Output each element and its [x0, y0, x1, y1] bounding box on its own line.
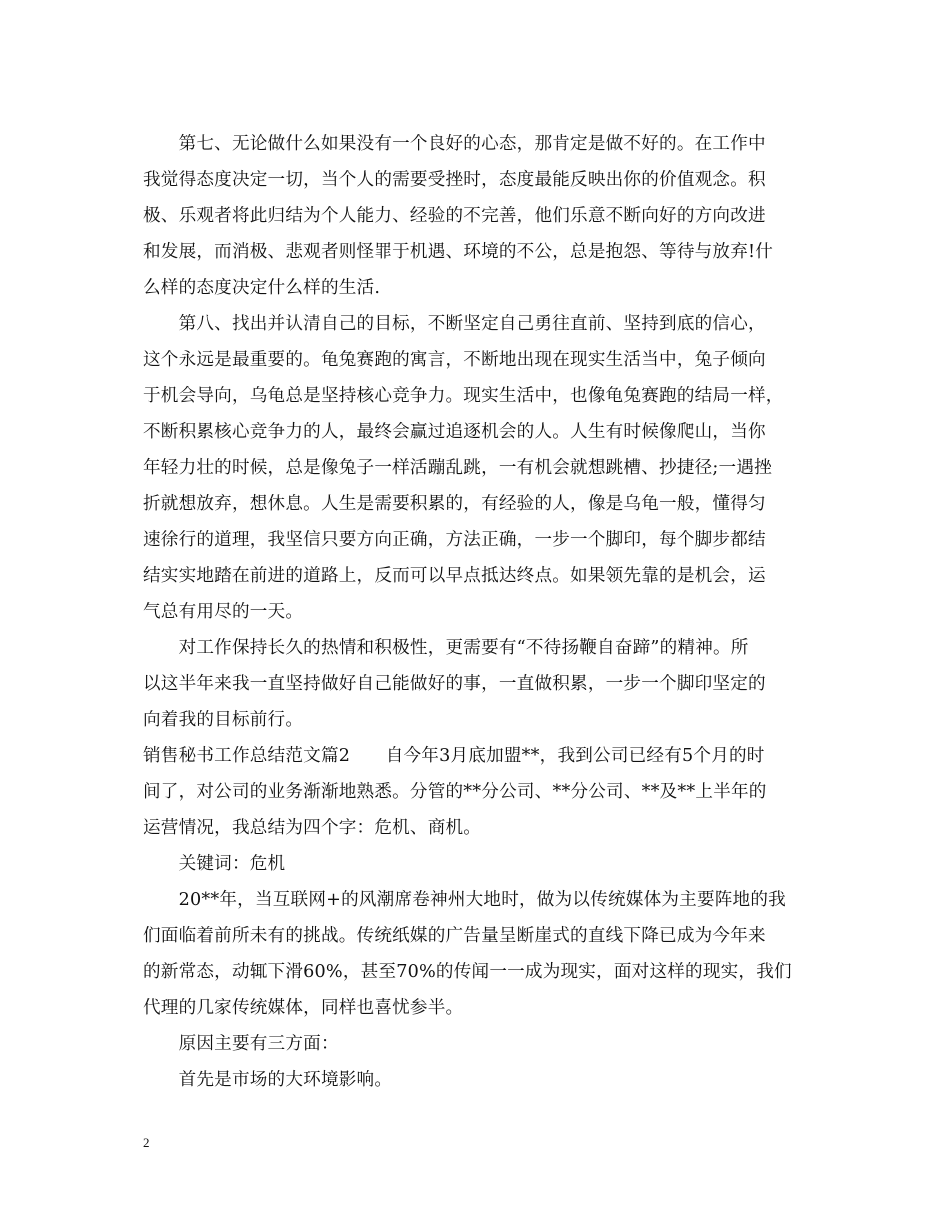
- page-number: 2: [143, 1135, 150, 1150]
- text-line: 折就想放弃，想休息。人生是需要积累的，有经验的人，像是乌龟一般，懂得匀: [143, 494, 766, 514]
- text-line: 向着我的目标前行。: [143, 710, 304, 730]
- text-line: 年轻力壮的时候，总是像兔子一样活蹦乱跳，一有机会就想跳槽、抄捷径;一遇挫: [143, 458, 772, 478]
- text-line: 气总有用尽的一天。: [143, 602, 304, 622]
- text-line: 以这半年来我一直坚持做好自己能做好的事，一直做积累，一步一个脚印坚定的: [143, 674, 766, 694]
- text-line: 原因主要有三方面：: [143, 1034, 339, 1054]
- text-line: 第七、无论做什么如果没有一个良好的心态，那肯定是做不好的。在工作中: [143, 134, 766, 154]
- text-line: 20**年，当互联网+的风潮席卷神州大地时，做为以传统媒体为主要阵地的我: [143, 890, 786, 910]
- text-line: 我觉得态度决定一切，当个人的需要受挫时，态度最能反映出你的价值观念。积: [143, 170, 766, 190]
- text-line: 极、乐观者将此归结为个人能力、经验的不完善，他们乐意不断向好的方向改进: [143, 206, 766, 226]
- text-line: 运营情况，我总结为四个字：危机、商机。: [143, 818, 482, 838]
- text-line: 不断积累核心竞争力的人，最终会赢过追逐机会的人。人生有时候像爬山，当你: [143, 422, 766, 442]
- text-line: 间了，对公司的业务渐渐地熟悉。分管的**分公司、**分公司、**及**上半年的: [143, 782, 767, 802]
- keywords-line: 关键词：危机: [143, 854, 286, 874]
- text-line: 代理的几家传统媒体，同样也喜忧参半。: [143, 998, 464, 1018]
- text-line: 的新常态，动辄下滑60%，甚至70%的传闻一一成为现实，面对这样的现实，我们: [143, 962, 792, 982]
- text-line: 么样的态度决定什么样的生活.: [143, 278, 381, 298]
- text-line: 速徐行的道理，我坚信只要方向正确，方法正确，一步一个脚印，每个脚步都结: [143, 530, 766, 550]
- text-line: 结实实地踏在前进的道路上，反而可以早点抵达终点。如果领先靠的是机会，运: [143, 566, 766, 586]
- text-line: 和发展，而消极、悲观者则怪罪于机遇、环境的不公，总是抱怨、等待与放弃!什: [143, 242, 774, 262]
- text-line: 们面临着前所未有的挑战。传统纸媒的广告量呈断崖式的直线下降已成为今年来: [143, 926, 766, 946]
- text-line: 于机会导向，乌龟总是坚持核心竞争力。现实生活中，也像龟兔赛跑的结局一样，: [143, 386, 784, 406]
- text-line: 对工作保持长久的热情和积极性，更需要有“不待扬鞭自奋蹄”的精神。所: [143, 638, 749, 658]
- text-line: 第八、找出并认清自己的目标，不断坚定自己勇往直前、坚持到底的信心，: [143, 314, 766, 334]
- section-title-line: 销售秘书工作总结范文篇2 自今年3月底加盟**，我到公司已经有5个月的时: [143, 746, 765, 766]
- text-line: 首先是市场的大环境影响。: [143, 1070, 393, 1090]
- text-line: 这个永远是最重要的。龟兔赛跑的寓言，不断地出现在现实生活当中，兔子倾向: [143, 350, 766, 370]
